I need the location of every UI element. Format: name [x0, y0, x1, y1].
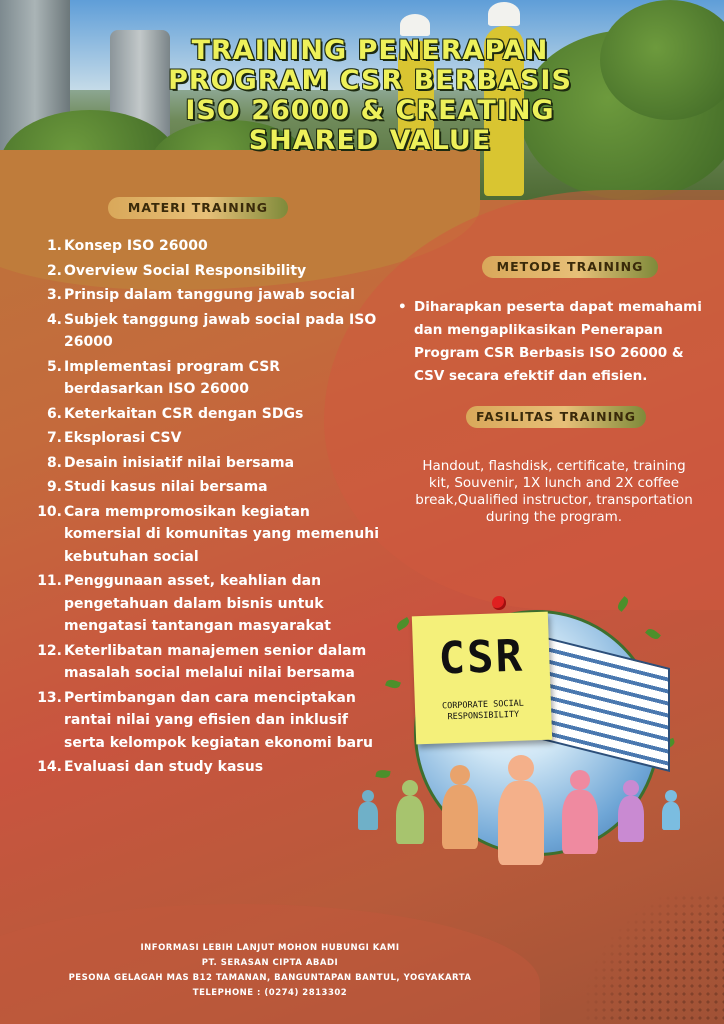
list-item: 6. Keterkaitan CSR dengan SDGs — [46, 405, 304, 422]
leaf-icon — [615, 596, 630, 612]
list-item: 2. Overview Social Responsibility — [46, 262, 307, 279]
csr-label: CSR — [437, 630, 525, 685]
list-item: 4. Subjek tanggung jawab social pada ISO 26000 — [46, 311, 377, 350]
helmet-icon — [488, 2, 520, 26]
leaf-icon — [395, 617, 411, 631]
list-item: 13. Pertimbangan dan cara menciptakan rantai nilai yang efisien dan inklusif serta kelompok kegiatan ekonomi baru — [37, 689, 373, 751]
pushpin-icon — [492, 596, 506, 610]
list-item: 3. Prinsip dalam tanggung jawab social — [46, 287, 355, 303]
list-item: 12. Keterlibatan manajemen senior dalam masalah social melalui nilai bersama — [37, 642, 367, 681]
metode-heading: METODE TRAINING — [482, 256, 658, 278]
footer-address: PESONA GELAGAH MAS B12 TAMANAN, BANGUNTAPAN BANTUL, YOGYAKARTA — [68, 973, 472, 983]
materi-list — [26, 235, 381, 781]
leaf-icon — [645, 626, 661, 641]
list-item: 9. Studi kasus nilai bersama — [46, 479, 268, 495]
footer-company: PT. SERASAN CIPTA ABADI — [201, 958, 339, 968]
csr-illustration — [356, 590, 696, 890]
fasilitas-heading: FASILITAS TRAINING — [466, 406, 646, 428]
footer-telephone: TELEPHONE : (0274) 2813302 — [192, 988, 348, 998]
list-item: 8. Desain inisiatif nilai bersama — [46, 454, 295, 471]
leaf-icon — [375, 769, 390, 779]
list-item: 7. Eksplorasi CSV — [46, 430, 182, 446]
materi-heading: MATERI TRAINING — [108, 197, 288, 219]
list-item: 10. Cara mempromosikan kegiatan komersial di komunitas yang memenuhi kebutuhan social — [37, 503, 380, 565]
poster-title: TRAINING PENERAPAN PROGRAM CSR BERBASIS ISO 26000 & CREATING SHARED VALUE — [168, 35, 572, 156]
helmet-icon — [400, 14, 430, 36]
metode-text: Diharapkan peserta dapat memahami dan mengaplikasikan Penerapan Program CSR Berbasis ISO 26000 & CSV secara efektif dan efisien. — [414, 299, 702, 384]
fasilitas-text: Handout, flashdisk, certificate, training kit, Souvenir, 1X lunch and 2X coffee break,Qualified instructor, transportation during the program. — [415, 458, 693, 525]
leaf-icon — [385, 678, 401, 690]
list-item: 11. Penggunaan asset, keahlian dan pengetahuan dalam bisnis untuk mengatasi tantangan masyarakat — [37, 573, 331, 634]
csr-subtitle: CORPORATE SOCIAL RESPONSIBILITY — [441, 698, 525, 723]
footer-info: INFORMASI LEBIH LANJUT MOHON HUBUNGI KAMI — [140, 943, 400, 953]
metode-section — [398, 296, 718, 388]
list-item: 1. Konsep ISO 26000 — [46, 238, 208, 254]
csr-sticky-note — [412, 612, 552, 745]
footer-contact — [60, 941, 480, 1001]
bullet-icon: • — [398, 299, 407, 315]
list-item: 14. Evaluasi dan study kasus — [37, 759, 264, 775]
list-item: 5. Implementasi program CSR berdasarkan ISO 26000 — [46, 358, 281, 397]
dot-pattern — [584, 894, 724, 1024]
